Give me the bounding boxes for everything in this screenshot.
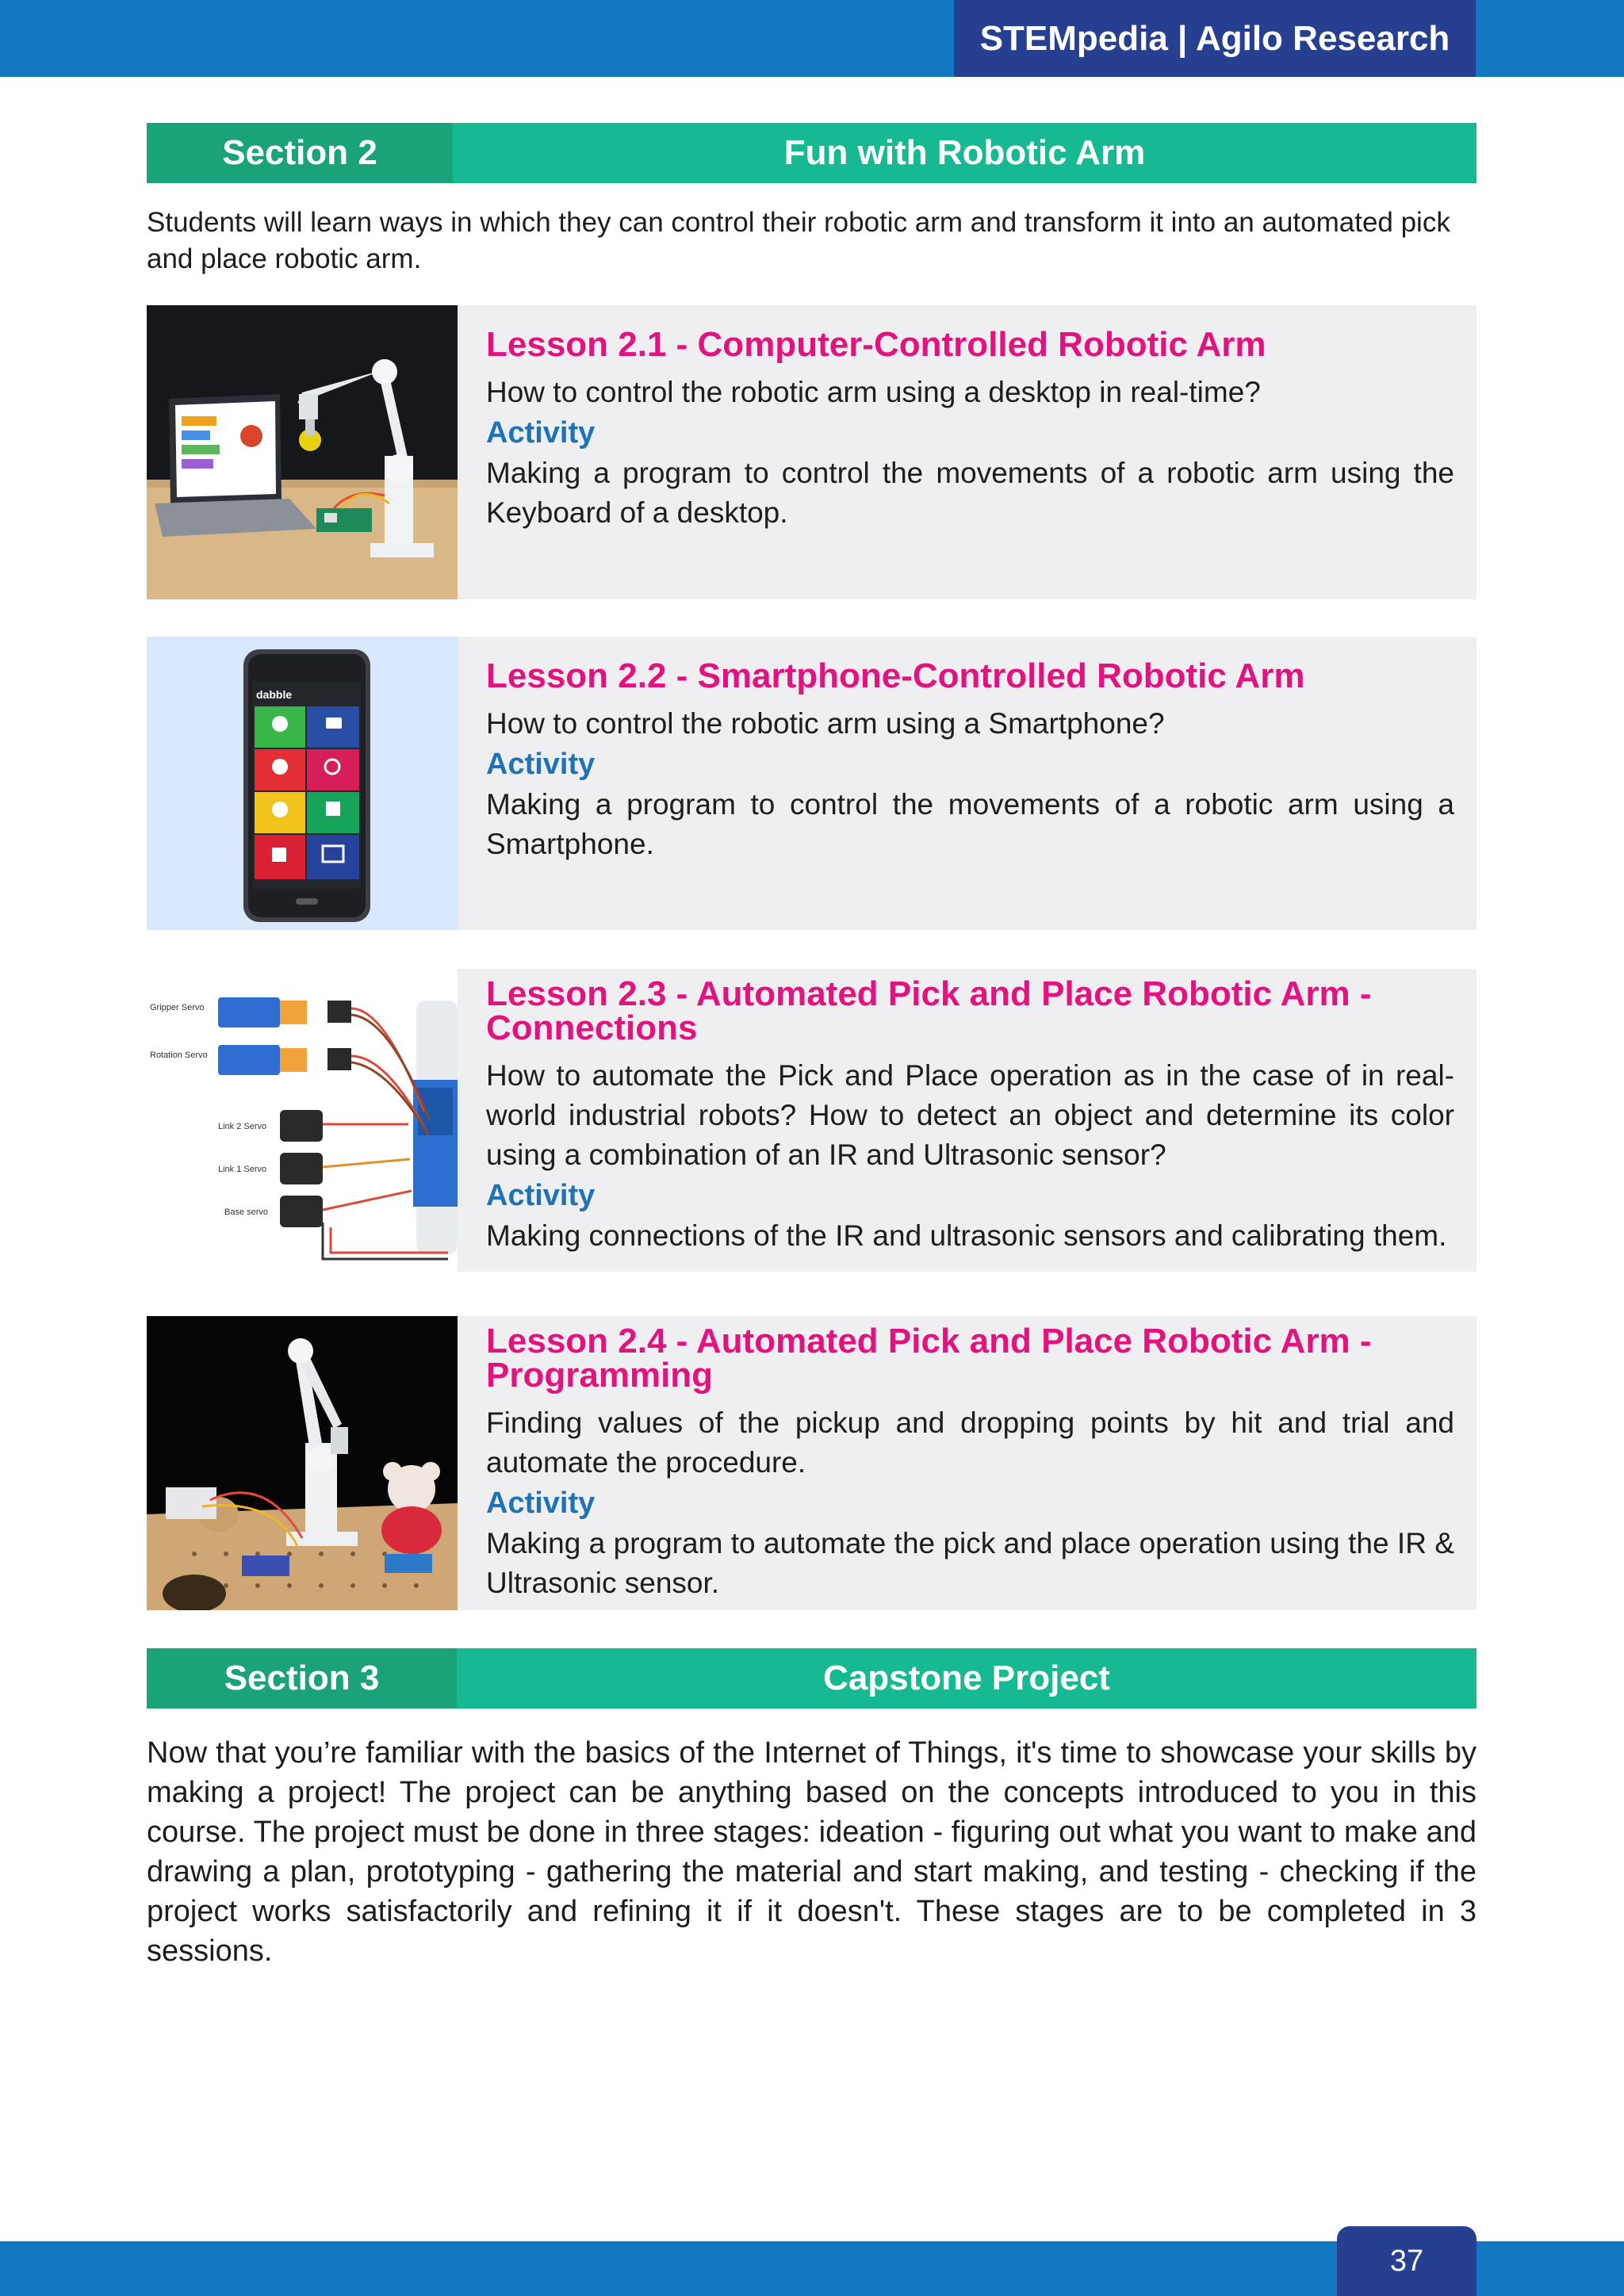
section-3-title: Capstone Project	[457, 1648, 1477, 1709]
lesson-2-4-image	[147, 1316, 458, 1610]
section-2-title: Fun with Robotic Arm	[453, 123, 1477, 183]
lesson-2-4-activity: Making a program to automate the pick and place operation using the IR & Ultrasonic sensor.	[486, 1527, 1454, 1599]
section-2-number: Section 2	[147, 123, 453, 183]
lesson-2-3-activity-label: Activity	[486, 1179, 596, 1212]
lesson-2-2-title: Lesson 2.2 - Smartphone-Controlled Robotic Arm	[486, 656, 1305, 695]
diagram-label-rotation: Rotation Servo	[150, 1050, 208, 1060]
lesson-card-2-1	[147, 305, 1477, 599]
section-3-header	[147, 1648, 1477, 1709]
lesson-2-3-activity: Making connections of the IR and ultrasonic sensors and calibrating them.	[486, 1219, 1447, 1252]
lesson-card-2-4	[147, 1316, 1477, 1610]
lesson-card-2-2	[147, 637, 1477, 930]
lesson-2-2-image	[147, 637, 458, 930]
lesson-2-4-activity-label: Activity	[486, 1487, 596, 1520]
lesson-2-4-question: Finding values of the pickup and dropping points by hit and trial and automate the procedure.	[486, 1406, 1454, 1479]
lesson-2-2-activity-label: Activity	[486, 748, 596, 781]
lesson-2-1-activity-label: Activity	[486, 416, 596, 450]
page-number: 37	[1337, 2226, 1477, 2296]
diagram-label-link2: Link 2 Servo	[218, 1122, 267, 1131]
lesson-card-2-3	[147, 969, 1477, 1272]
brand-label: STEMpedia | Agilo Research	[954, 0, 1476, 77]
lesson-2-3-title: Lesson 2.3 - Automated Pick and Place Robotic Arm - Connections	[486, 974, 1372, 1047]
lesson-2-2-activity: Making a program to control the movements of a robotic arm using a Smartphone.	[486, 788, 1454, 860]
lesson-2-1-image	[147, 305, 458, 599]
lesson-2-3-diagram	[147, 969, 458, 1272]
section-3-number: Section 3	[147, 1648, 457, 1709]
lesson-2-1-title: Lesson 2.1 - Computer-Controlled Robotic Arm	[486, 325, 1266, 364]
diagram-label-gripper: Gripper Servo	[150, 1003, 205, 1012]
lesson-2-1-activity: Making a program to control the movements of a robotic arm using the Keyboard of a desktop.	[486, 457, 1454, 529]
phone-app-name: dabble	[256, 688, 293, 701]
lesson-2-3-question: How to automate the Pick and Place operation as in the case of in real-world industrial robots? How to detect an object and determine its color using a combination of an IR and Ultrasonic sensor?	[486, 1059, 1454, 1171]
section-2-intro: Students will learn ways in which they can control their robotic arm and transform it into an automated pick and place robotic arm.	[147, 207, 1450, 274]
lesson-2-2-question: How to control the robotic arm using a Smartphone?	[486, 707, 1165, 740]
lesson-2-1-question: How to control the robotic arm using a desktop in real-time?	[486, 376, 1261, 408]
diagram-label-link1: Link 1 Servo	[218, 1165, 267, 1174]
diagram-label-base: Base servo	[224, 1207, 269, 1217]
section-2-header	[147, 123, 1477, 183]
section-3-body: Now that you’re familiar with the basics of the Internet of Things, it's time to showcase your skills by making a project! The project can be anything based on the concepts introduced to you in this course. The project must be done in three stages: ideation - figuring out what you want to make and drawing a plan, prototyping - gathering the material and start making, and testing - checking if the project works satisfactorily and refining it if it doesn't. These stages are to be completed in 3 sessions.	[147, 1736, 1477, 1968]
lesson-2-4-title: Lesson 2.4 - Automated Pick and Place Robotic Arm - Programming	[486, 1322, 1372, 1395]
